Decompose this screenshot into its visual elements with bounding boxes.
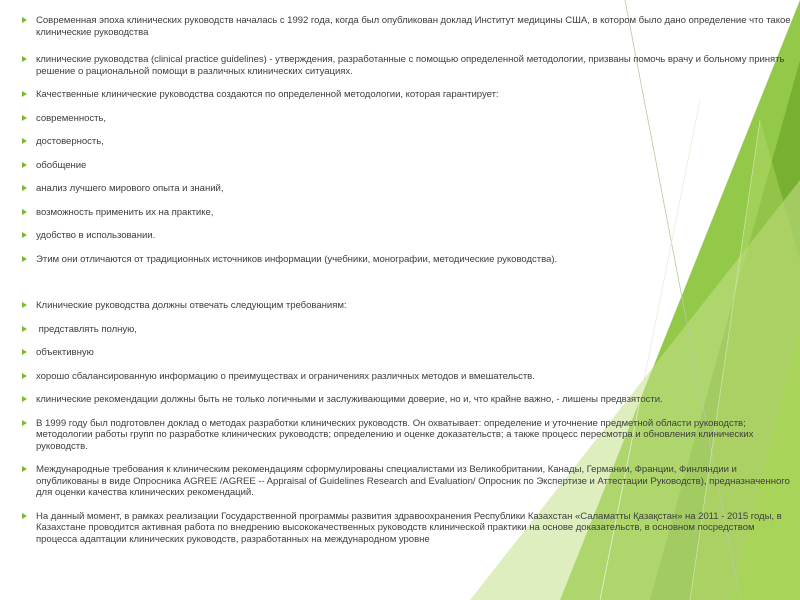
item-text: удобство в использовании.: [36, 230, 156, 241]
list-item: [22, 160, 792, 172]
item-text: достоверность,: [36, 136, 104, 147]
item-text: возможность применить их на практике,: [36, 206, 214, 218]
item-text: Современная эпоха клинических руководств началась с 1992 года, когда был опубликован доклад Институт медицины США, в котором было дано определение что такое клинические руководства: [36, 15, 791, 38]
item-text: объективную: [36, 347, 94, 358]
item-text: Клинические руководства должны отвечать следующим требованиям:: [36, 300, 347, 311]
item-text: хорошо сбалансированную информацию о преимуществах и ограничениях различных методов и вмешательств.: [36, 370, 535, 382]
item-text: В 1999 году был подготовлен доклад о методах разработки клинических руководств. Он охватывает: определение и уточнение предметной области руководств; методологии работы групп по разработке клинических руководств; определению и оценке доказательств; а также процесс пересмотра и обновления клинических руководств.: [36, 417, 754, 452]
triangle-bullet-icon: [22, 256, 27, 262]
list-item: [22, 136, 792, 148]
item-text: Этим они отличаются от традиционных источников информации (учебники, монографии, методические руководства).: [36, 253, 558, 265]
list-item: [22, 89, 792, 101]
item-text: анализ лучшего мирового опыта и знаний,: [36, 183, 224, 194]
list-item: [22, 254, 792, 266]
list-item: [22, 394, 792, 406]
list-item: [22, 347, 792, 359]
list-item: [22, 511, 792, 546]
list-item: [22, 300, 792, 312]
triangle-bullet-icon: [22, 513, 27, 519]
item-text: представлять полную,: [36, 323, 137, 335]
triangle-bullet-icon: [22, 138, 27, 144]
triangle-bullet-icon: [22, 396, 27, 402]
list-item: [22, 371, 792, 383]
item-text: обобщение: [36, 159, 87, 171]
item-text: современность,: [36, 112, 107, 124]
triangle-bullet-icon: [22, 209, 27, 215]
triangle-bullet-icon: [22, 302, 27, 308]
triangle-bullet-icon: [22, 326, 27, 332]
item-text: На данный момент, в рамках реализации Государственной программы развития здравоохранения Республики Казахстан «Саламатты Қазақстан» на 2011 - 2015 годы, в Казахстане проводится активная работа по внедрению высококачественных руководств клинической практики на основе доказательств, в основном посредством процесса адаптации клинических руководств, разработанных на международном уровне: [36, 510, 782, 545]
triangle-bullet-icon: [22, 162, 27, 168]
list-item: [22, 464, 792, 499]
slide-content: [22, 12, 792, 545]
triangle-bullet-icon: [22, 466, 27, 472]
list-item: [22, 207, 792, 219]
triangle-bullet-icon: [22, 349, 27, 355]
item-text: Международные требования к клиническим рекомендациям сформулированы специалистами из Великобритании, Канады, Германии, Франции, Финляндии и опубликованы в виде Опросника AGREE /AGREE -- Appraisal of Guidelines Research and Evaluation/ Опросник по Экспертизе и Аттестации Руководств), предназначенного для оценки качества клинических рекомендаций.: [36, 464, 790, 498]
list-item: [22, 15, 792, 38]
list-item: [22, 113, 792, 125]
item-text: клинические руководства (clinical practice guidelines) - утверждения, разработанные с помощью определенной методологии, призваны помочь врачу и больному принять решение о рациональной помощи в различных клинических ситуациях.: [36, 54, 785, 77]
triangle-bullet-icon: [22, 17, 27, 23]
triangle-bullet-icon: [22, 373, 27, 379]
triangle-bullet-icon: [22, 232, 27, 238]
list-item: [22, 54, 792, 77]
triangle-bullet-icon: [22, 420, 27, 426]
triangle-bullet-icon: [22, 115, 27, 121]
triangle-bullet-icon: [22, 185, 27, 191]
list-item: [22, 183, 792, 195]
triangle-bullet-icon: [22, 56, 27, 62]
list-item: [22, 418, 792, 453]
list-item: [22, 324, 792, 336]
item-text: Качественные клинические руководства создаются по определенной методологии, которая гарантирует:: [36, 89, 499, 100]
list-item: [22, 230, 792, 242]
item-text: клинические рекомендации должны быть не только логичными и заслуживающими доверие, но и, что крайне важно, - лишены предвзятости.: [36, 394, 663, 405]
triangle-bullet-icon: [22, 91, 27, 97]
